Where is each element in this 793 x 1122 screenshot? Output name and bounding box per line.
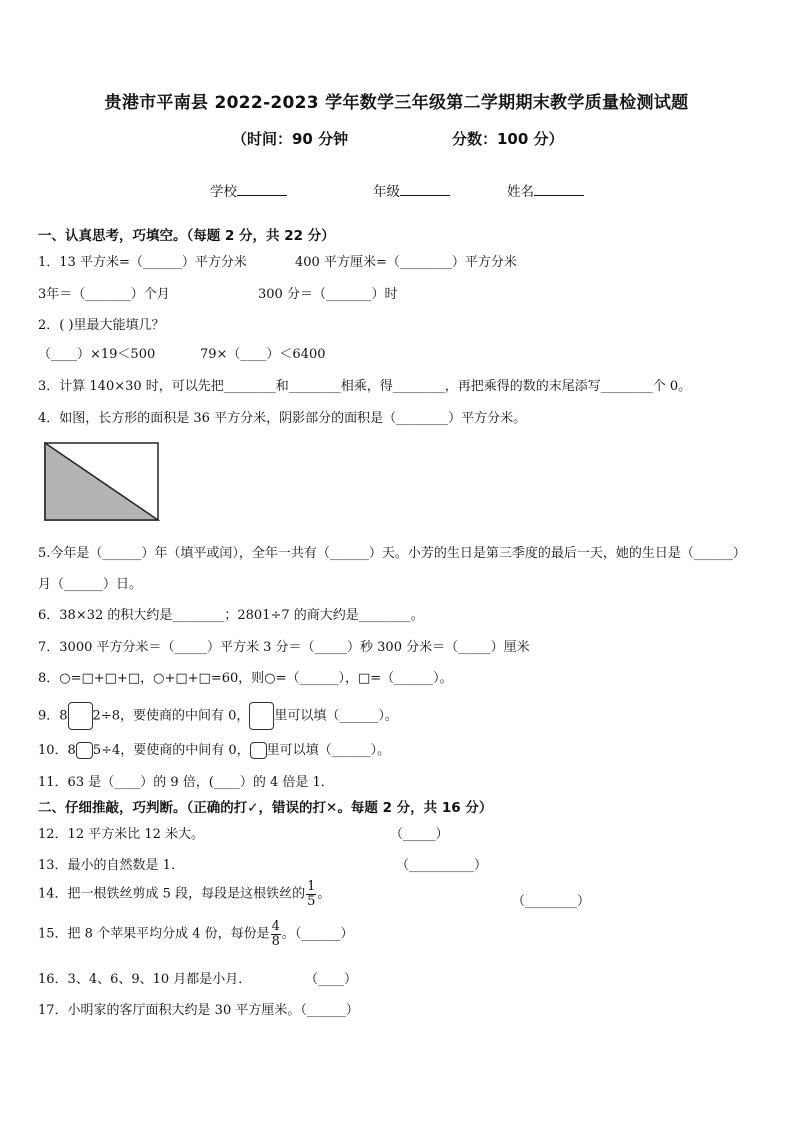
question-1a: 1．13 平方米=（______）平方分米 (38, 255, 247, 270)
question-10-part2: 5÷4，要使商的中间有 0， (92, 743, 250, 758)
question-13: 13．最小的自然数是 1． (38, 858, 184, 873)
question-5-line2: 月（______）日。 (38, 577, 143, 592)
section-1-title: 一、认真思考，巧填空。（每题 2 分，共 22 分） (38, 228, 335, 244)
question-10-part3: 里可以填（______）。 (266, 743, 391, 758)
question-9-part2: 2÷8，要使商的中间有 0， (92, 708, 250, 724)
question-15-end[interactable]: 。（______） (281, 926, 354, 942)
question-4: 4．如图，长方形的面积是 36 平方分米，阴影部分的面积是（________）平方分米。 (38, 411, 527, 426)
question-14-text: 14．把一根铁丝剪成 5 段，每段是这根铁丝的 (38, 886, 306, 902)
question-8: 8．○=□+□+□，○+□+□=60，则○=（______），□=（______）。 (38, 671, 453, 686)
section-2-title: 二、仔细推敲，巧判断。（正确的打✓，错误的打✕。每题 2 分，共 16 分） (38, 800, 493, 816)
name-field[interactable] (507, 180, 584, 200)
time-limit: （时间：90 分钟 (232, 130, 349, 148)
school-label: 学校 (210, 184, 237, 200)
grade-field[interactable] (373, 180, 450, 200)
question-3: 3．计算 140×30 时，可以先把________和________相乘，得________，再把乘得的数的末尾添写________个 0。 (38, 379, 692, 394)
question-15-text: 15．把 8 个苹果平均分成 4 份，每份是 (38, 926, 270, 942)
question-2: 2．( )里最大能填几？ (38, 318, 165, 333)
name-label: 姓名 (507, 184, 534, 200)
question-2b: 79×（____）＜6400 (200, 347, 326, 362)
page-title: 贵港市平南县 2022-2023 学年数学三年级第二学期期末教学质量检测试题 (104, 93, 689, 113)
question-10-part1: 10．8 (38, 743, 76, 758)
school-field[interactable] (210, 180, 287, 200)
fraction-numerator: 1 (307, 879, 316, 894)
question-13-answer[interactable]: （__________） (396, 858, 488, 873)
question-9 (38, 702, 398, 730)
question-9-part3: 里可以填（______）。 (274, 708, 398, 724)
question-7: 7．3000 平方分米＝（_____）平方米 3 分＝（_____）秒 300 分米＝（_____）厘米 (38, 640, 530, 655)
digit-box[interactable] (68, 702, 93, 730)
question-1b: 400 平方厘米=（________）平方分米 (295, 255, 517, 270)
digit-box[interactable] (249, 702, 274, 730)
question-14 (38, 880, 330, 908)
question-1d: 300 分＝（_______）时 (258, 287, 398, 302)
fraction-one-fifth (306, 880, 316, 908)
fraction-denominator: 5 (307, 893, 316, 909)
question-14-answer[interactable]: （________） (512, 894, 591, 909)
total-score: 分数：100 分） (452, 130, 564, 148)
question-6: 6．38×32 的积大约是________；2801÷7 的商大约是________。 (38, 608, 424, 623)
question-16-answer[interactable]: （____） (305, 972, 358, 987)
question-2a: （____）×19＜500 (38, 347, 156, 362)
question-15 (38, 920, 353, 948)
rectangle-figure (44, 442, 160, 522)
question-5-line1: 5.今年是（______）年（填平或闰），全年一共有（______）天。小芳的生日是第三季度的最后一天，她的生日是（______） (38, 546, 746, 561)
fraction-denominator: 8 (271, 933, 280, 949)
question-10 (38, 739, 390, 759)
question-11: 11．63 是（____）的 9 倍，(____）的 4 倍是 1． (38, 775, 334, 790)
grade-label: 年级 (373, 184, 400, 200)
question-14-end: 。 (317, 886, 331, 902)
digit-box[interactable] (76, 742, 93, 759)
question-12-answer[interactable]: （_____） (390, 827, 449, 842)
fraction-numerator: 4 (271, 919, 280, 934)
question-9-part1: 9．8 (38, 708, 68, 724)
digit-box[interactable] (250, 742, 267, 759)
question-12: 12．12 平方米比 12 米大。 (38, 827, 205, 842)
question-17: 17．小明家的客厅面积大约是 30 平方厘米。（______） (38, 1003, 359, 1018)
question-16: 16．3、4、6、9、10 月都是小月． (38, 972, 252, 987)
fraction-four-eighths (271, 920, 281, 948)
question-1c: 3年＝（_______）个月 (38, 287, 170, 302)
